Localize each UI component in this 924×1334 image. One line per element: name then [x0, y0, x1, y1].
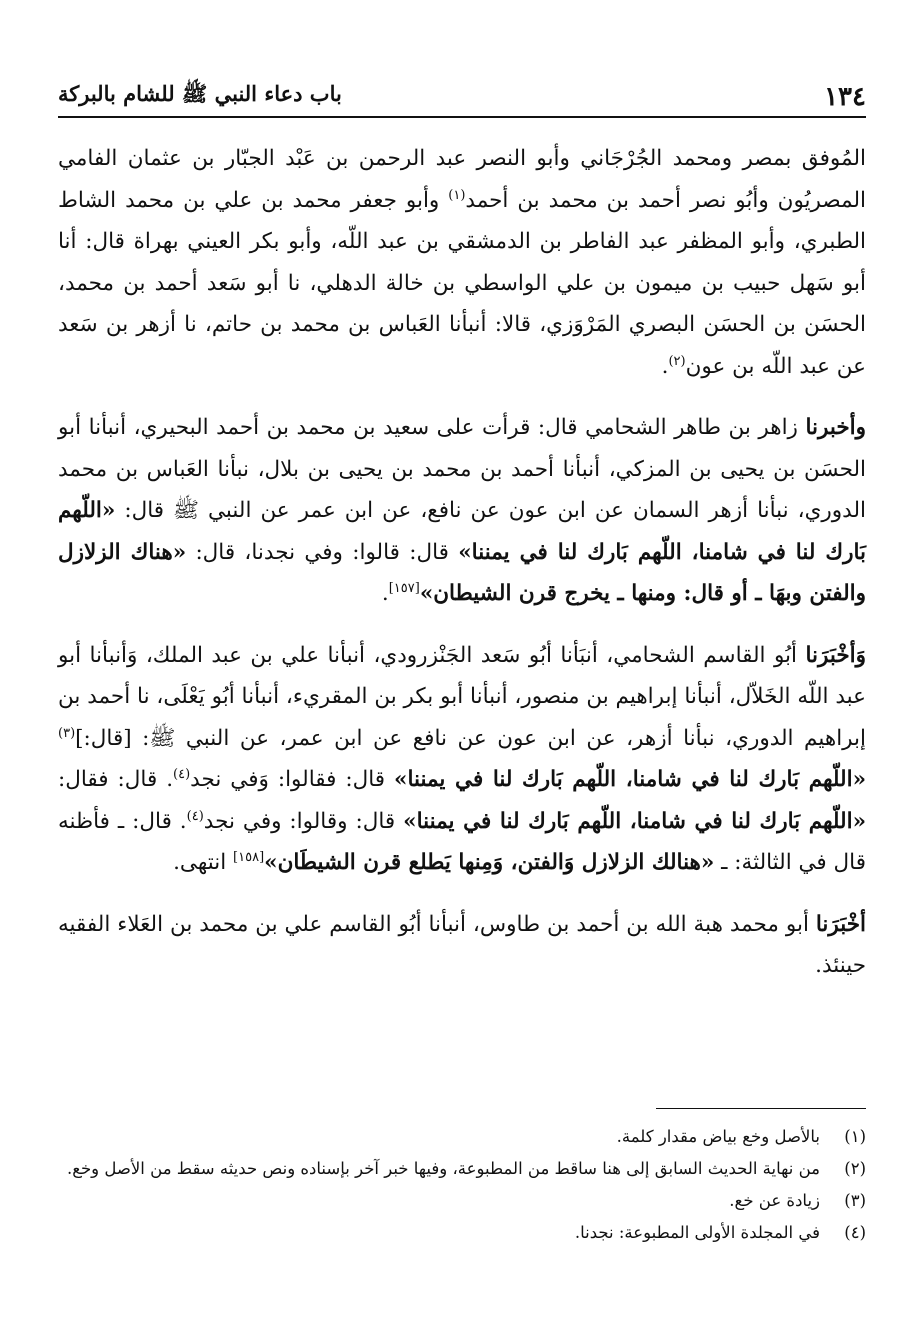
paragraph-text: وأبو جعفر محمد بن علي بن محمد الشاط الطبري، وأبو المظفر عبد الفاطر بن الدمشقي بن عبد اللّه، وأبو بكر العيني بهراة قال: أنا أبو سَهل حبيب بن ميمون بن علي الواسطي بن خالة الدهلي، نا أبو سَعد أحمد بن محمد، الحسَن بن الحسَن البصري المَرْوَزي، قالا: أنبأنا العَباس بن محمد بن حاتم، نا أزهر بن سَعد عن عبد اللّه بن عون — [58, 187, 866, 379]
running-title: باب دعاء النبي ﷺ للشام بالبركة — [58, 81, 342, 106]
paragraph-text: . — [381, 581, 389, 606]
paragraph-1 — [58, 138, 866, 387]
hadith-number: [١٥٧] — [388, 580, 420, 596]
paragraph-text: المُوفق بمصر ومحمد الجُرْجَاني وأبو النصر عبد الرحمن بن عَبْد الجبّار بن عثمان الفامي المصريُون وأبُو نصر أحمد بن محمد بن أحمد — [58, 146, 867, 213]
footnote-number: (٢) — [844, 1159, 866, 1178]
page-header — [58, 72, 866, 118]
footnote-divider — [656, 1108, 866, 1109]
paragraph-text: زاهر بن طاهر الشحامي قال: قرأت على سعيد بن محمد بن أحمد البحيري، أنبأنا أبو الحسَن بن يحيى بن المزكي، أنبأنا أحمد بن محمد بن يحيى بن بلال، نبأنا العَباس بن محمد الدوري، نبأنا أزهر السمان عن ابن عون عن نافع، عن ابن عمر عن النبي ﷺ قال: — [58, 415, 866, 523]
page-number: ١٣٤ — [824, 82, 866, 112]
chain-opener: أخْبَرَنا — [815, 911, 866, 937]
footnote-ref[interactable]: (٣) — [58, 725, 76, 741]
paragraph-text: قال: قالوا: وفي نجدنا، قال: — [186, 539, 459, 565]
book-page — [58, 0, 866, 1334]
footnote-item — [58, 1122, 866, 1152]
footnote-text: من نهاية الحديث السابق إلى هنا ساقط من المطبوعة، وفيها خبر آخر بإسناده ونص حديثه سقط من الأصل وخع. — [66, 1159, 820, 1178]
chain-opener: وأخبرنا — [805, 415, 866, 440]
footnote-item — [58, 1154, 866, 1184]
footnote-number: (٤) — [844, 1223, 866, 1242]
main-text — [58, 138, 866, 1007]
footnote-ref[interactable]: (٤) — [173, 766, 191, 782]
footnote-text: بالأصل وخع بياض مقدار كلمة. — [616, 1127, 820, 1146]
paragraph-text: انتهى. — [173, 850, 234, 875]
paragraph-3 — [58, 635, 866, 884]
footnote-text: في المجلدة الأولى المطبوعة: نجدنا. — [574, 1223, 820, 1242]
paragraph-2 — [58, 407, 866, 615]
hadith-quote: «اللّهم بَارك لنا في شامنا، اللّهم بَارك لنا في يمننا» — [394, 767, 867, 792]
footnote-number: (٣) — [844, 1191, 866, 1210]
hadith-number: [١٥٨] — [233, 849, 265, 865]
hadith-quote: «اللّهم بَارك لنا في شامنا، اللّهم بَارك لنا في يمننا» — [58, 498, 866, 565]
footnote-item — [58, 1218, 866, 1248]
paragraph-text: . قال: ـ فأظنه قال في الثالثة: ـ — [58, 808, 866, 875]
footnotes — [58, 1122, 866, 1250]
footnote-text: زيادة عن خع. — [729, 1191, 820, 1210]
paragraph-text: أبو محمد هبة الله بن أحمد بن طاوس، أنبأنا أبُو القاسم علي بن محمد بن العَلاء الفقيه حينئذ. — [58, 911, 866, 978]
hadith-quote: «هنالك الزلازل وَالفتن، وَمِنها يَطلع قرن الشيطَان» — [264, 850, 715, 875]
footnote-number: (١) — [844, 1127, 866, 1146]
paragraph-text: أبُو القاسم الشحامي، أنبَأنا أبُو سَعد الجَنْزرودي، أنبأنا علي بن عبد الملك، وَأنبأنا أبو عبد اللّه الخَلاّل، أنبأنا إبراهيم بن منصور، أنبأنا أبو بكر بن المقريء، أنبأنا أبُو يَعْلَى، نا أحمد بن إبراهيم الدوري، نبأنا أزهر، عن ابن عون عن نافع عن ابن عمر، عن النبي ﷺ: [قال:] — [58, 642, 866, 751]
hadith-quote: «اللّهم بَارك لنا في شامنا، اللّهم بَارك لنا في يمننا» — [403, 808, 867, 834]
footnote-ref[interactable]: (٢) — [668, 353, 686, 369]
hadith-quote: «هناك الزلازل والفتن وبهَا ـ أو قال: ومنها ـ يخرج قرن الشيطان» — [58, 539, 866, 606]
paragraph-text: قال: وقالوا: وفي نجد — [203, 808, 404, 834]
footnote-item — [58, 1186, 866, 1216]
footnote-ref[interactable]: (١) — [448, 187, 466, 203]
paragraph-text: . — [661, 353, 669, 379]
chain-opener: وَأخْبَرَنا — [805, 642, 866, 668]
footnote-ref[interactable]: (٤) — [186, 808, 204, 824]
paragraph-text: . قال: فقال: — [58, 767, 174, 792]
paragraph-text: قال: فقالوا: وَفي نجد — [190, 767, 395, 792]
paragraph-4 — [58, 904, 866, 987]
